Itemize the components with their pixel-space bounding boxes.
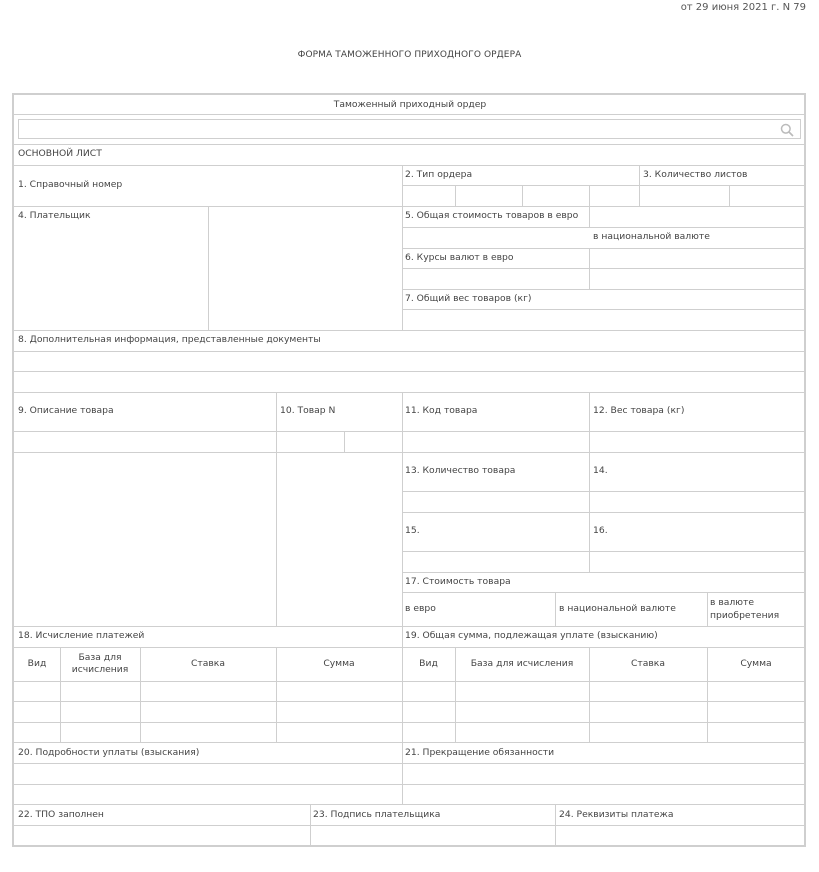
form-grid-line: [402, 227, 806, 228]
form-grid-line: [344, 431, 345, 452]
field-7-label: 7. Общий вес товаров (кг): [405, 293, 532, 304]
form-grid-line: [402, 248, 806, 249]
form-grid-line: [14, 431, 806, 432]
form-grid-line: [402, 268, 806, 269]
form-grid-line: [402, 289, 806, 290]
field-2-label: 2. Тип ордера: [405, 169, 473, 180]
field-21-label: 21. Прекращение обязанности: [405, 747, 555, 758]
document-date: от 29 июня 2021 г. N 79: [680, 2, 806, 13]
field-14-label: 14.: [593, 465, 608, 476]
form-grid-line: [14, 647, 806, 648]
form-grid-line: [14, 701, 806, 702]
field-17-national-label: в национальной валюте: [559, 603, 676, 614]
field-4-label: 4. Плательщик: [18, 210, 91, 221]
form-grid-line: [402, 551, 806, 552]
search-input[interactable]: [18, 119, 801, 139]
form-grid-line: [14, 681, 806, 682]
form-grid-line: [589, 185, 590, 206]
t19-col-sum: Сумма: [740, 658, 772, 669]
field-24-label: 24. Реквизиты платежа: [559, 809, 674, 820]
field-17-eur-label: в евро: [405, 603, 436, 614]
form-grid-line: [402, 185, 806, 186]
field-10-label: 10. Товар N: [280, 405, 336, 416]
field-19-label: 19. Общая сумма, подлежащая уплате (взысканию): [405, 630, 658, 641]
form-grid-line: [402, 512, 806, 513]
t19-col-vid: Вид: [419, 658, 438, 669]
t18-col-base-2: исчисления: [71, 664, 129, 675]
field-17-acquisition-label-2: приобретения: [710, 610, 780, 621]
field-20-label: 20. Подробности уплаты (взыскания): [18, 747, 200, 758]
t19-col-base: База для исчисления: [470, 658, 574, 669]
form-grid-line: [402, 392, 403, 647]
form-grid-line: [589, 206, 590, 227]
form-grid-line: [14, 763, 806, 764]
form-grid-line: [14, 626, 806, 627]
form-grid-line: [14, 114, 806, 115]
form-grid-line: [208, 206, 209, 330]
form-grid-line: [14, 371, 806, 372]
form-grid-line: [555, 804, 556, 847]
field-17-label: 17. Стоимость товара: [405, 576, 511, 587]
form-grid-line: [14, 825, 806, 826]
search-icon: [780, 123, 794, 137]
form-grid-line: [555, 592, 556, 626]
field-3-label: 3. Количество листов: [643, 169, 748, 180]
form-grid-line: [707, 592, 708, 626]
field-18-label: 18. Исчисление платежей: [18, 630, 145, 641]
form-grid-line: [589, 392, 590, 572]
field-9-label: 9. Описание товара: [18, 405, 114, 416]
form-grid-line: [14, 742, 806, 743]
document-title: ФОРМА ТАМОЖЕННОГО ПРИХОДНОГО ОРДЕРА: [297, 50, 522, 60]
t18-col-base-1: База для: [78, 652, 122, 663]
t18-col-sum: Сумма: [323, 658, 355, 669]
form-grid-line: [522, 185, 523, 206]
form-grid-line: [455, 185, 456, 206]
section-label: ОСНОВНОЙ ЛИСТ: [18, 148, 102, 159]
field-5-label: 5. Общая стоимость товаров в евро: [405, 210, 579, 221]
form-grid-line: [14, 144, 806, 145]
form-grid-line: [14, 452, 806, 453]
form-grid-line: [14, 804, 806, 805]
form-grid-line: [402, 165, 403, 330]
field-23-label: 23. Подпись плательщика: [313, 809, 441, 820]
form-grid-line: [402, 491, 806, 492]
field-22-label: 22. ТПО заполнен: [18, 809, 104, 820]
field-17-acquisition-label-1: в валюте: [710, 597, 754, 608]
form-grid-line: [402, 309, 806, 310]
field-15-label: 15.: [405, 525, 420, 536]
form-grid-line: [14, 351, 806, 352]
form-grid-line: [14, 784, 806, 785]
form-grid-line: [14, 165, 806, 166]
form-grid-line: [402, 572, 806, 573]
field-6-label: 6. Курсы валют в евро: [405, 252, 514, 263]
form-grid-line: [729, 185, 730, 206]
form-grid-line: [402, 592, 806, 593]
form-title: Таможенный приходный ордер: [333, 99, 487, 110]
t18-col-vid: Вид: [27, 658, 47, 669]
field-11-label: 11. Код товара: [405, 405, 478, 416]
form-grid-line: [276, 392, 277, 626]
field-12-label: 12. Вес товара (кг): [593, 405, 685, 416]
field-16-label: 16.: [593, 525, 608, 536]
form-grid-line: [14, 206, 806, 207]
form-grid-line: [14, 330, 806, 331]
field-1-label: 1. Справочный номер: [18, 179, 123, 190]
t19-col-rate: Ставка: [631, 658, 665, 669]
form-grid-line: [589, 248, 590, 289]
field-13-label: 13. Количество товара: [405, 465, 516, 476]
form-grid-line: [639, 165, 640, 206]
field-8-label: 8. Дополнительная информация, представленные документы: [18, 334, 321, 345]
form-grid-line: [402, 742, 403, 804]
form-grid-line: [310, 804, 311, 847]
t18-col-rate: Ставка: [191, 658, 225, 669]
field-5-national-label: в национальной валюте: [593, 231, 710, 242]
form-grid-line: [14, 392, 806, 393]
form-grid-line: [14, 722, 806, 723]
